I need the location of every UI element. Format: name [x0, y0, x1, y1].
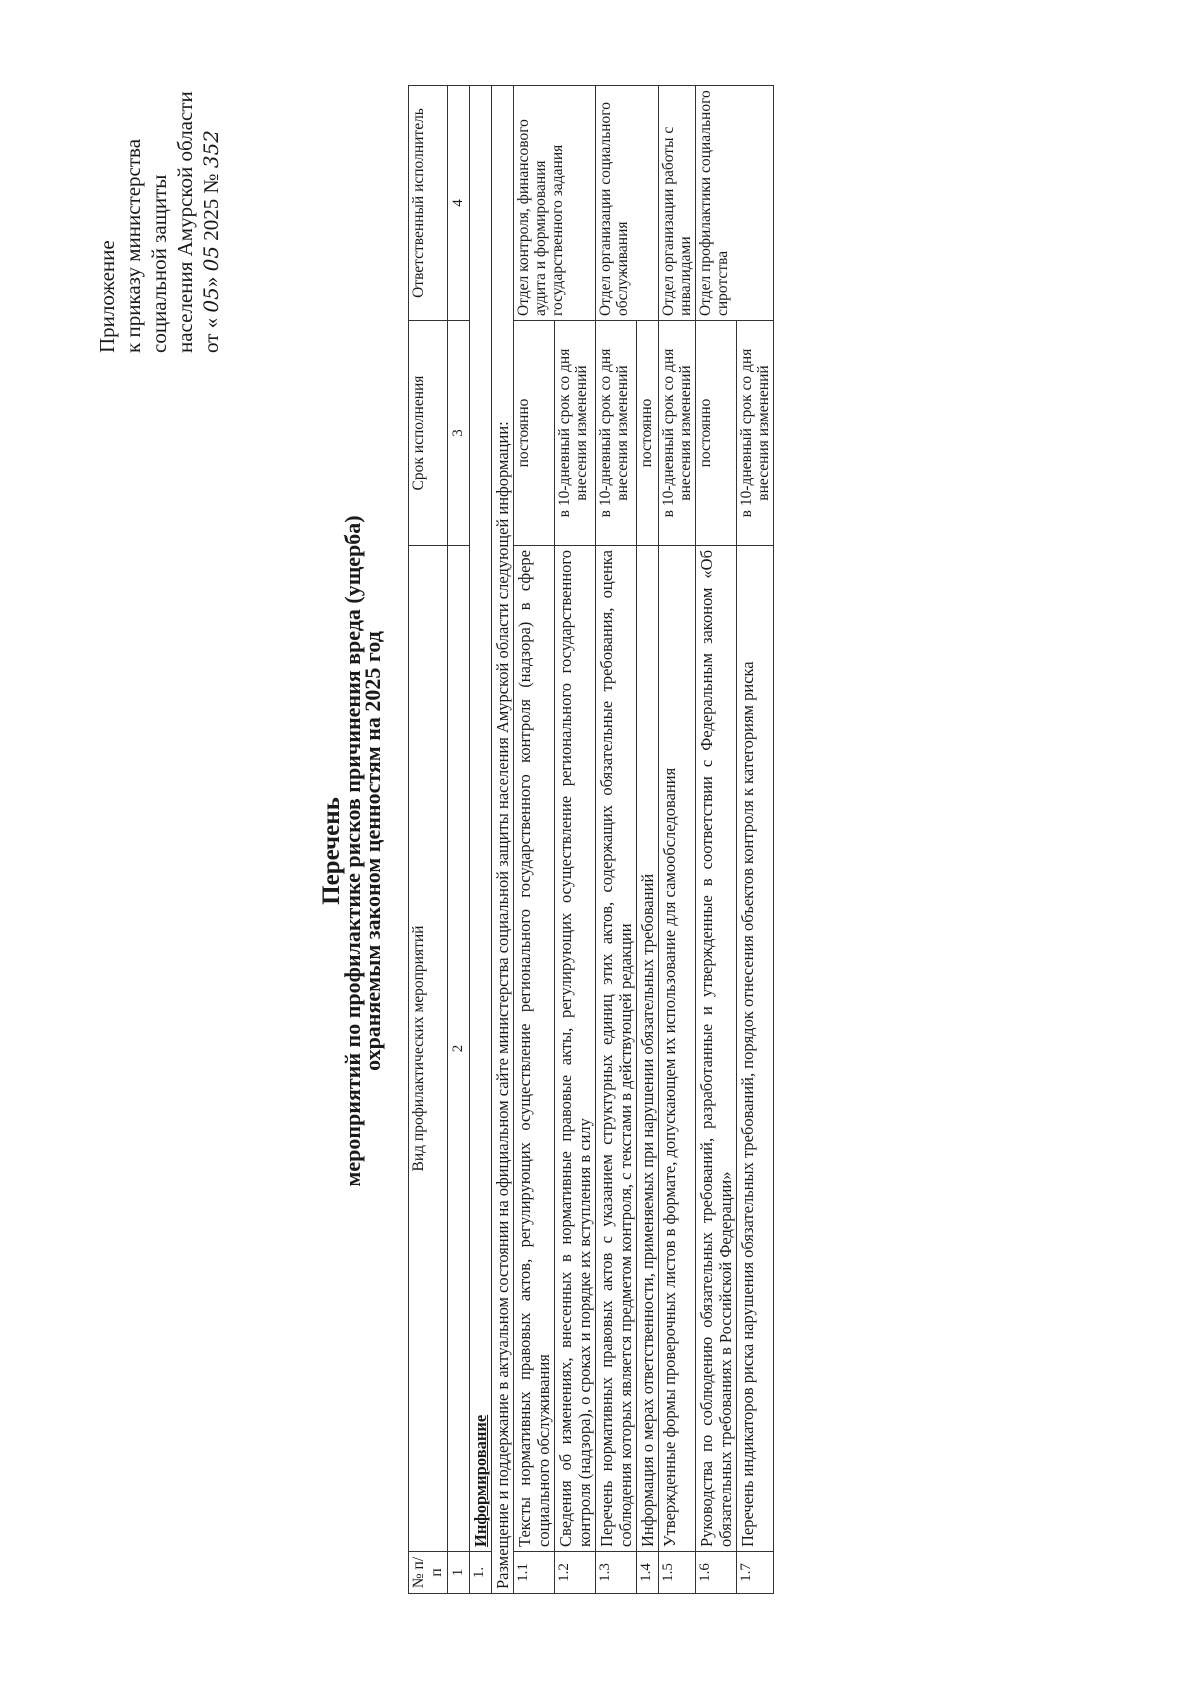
order-number: 352 — [199, 129, 223, 169]
row-responsible: Отдел контроля, финансового аудита и формирования государственного задания — [514, 86, 596, 321]
row-number: 1.5 — [659, 1552, 696, 1594]
row-number: 1.6 — [696, 1552, 737, 1594]
row-measure: Перечень индикаторов риска нарушения обязательных требований, порядок отнесения объектов контроля к категориям риска — [737, 546, 774, 1552]
column-header: № п/п — [409, 1552, 448, 1594]
document-subtitle-2: охраняемым законом ценностям на 2025 год — [360, 631, 385, 1071]
section-title: Информирование — [471, 1414, 490, 1547]
section-row — [470, 86, 492, 1594]
row-number: 1.1 — [514, 1552, 555, 1594]
table-row — [514, 86, 555, 1594]
row-responsible: Отдел профилактики социального сиротства — [696, 86, 774, 321]
row-measure: Сведения об изменениях, внесенных в нормативные правовые акты, регулирующих осуществление регионального государственного контроля (надзора), о сроках и порядке их вступления в силу — [555, 546, 596, 1552]
table-header-row — [409, 86, 448, 1594]
row-measure: Информация о мерах ответственности, применяемых при нарушении обязательных требований — [637, 546, 659, 1552]
column-header: Ответственный исполнитель — [409, 86, 448, 321]
column-header: Вид профилактических мероприятий — [409, 546, 448, 1552]
column-index-row — [448, 86, 470, 1594]
appendix-line: к приказу министерства — [121, 138, 145, 353]
row-number: 1.7 — [737, 1552, 774, 1594]
column-index: 1 — [448, 1552, 470, 1594]
row-responsible: Отдел организации социального обслуживания — [596, 86, 659, 321]
order-day: 05 — [199, 287, 223, 313]
section-intro-row — [492, 86, 514, 1594]
column-index: 2 — [448, 546, 470, 1552]
appendix-block — [94, 53, 224, 353]
order-year: 2025 № — [199, 173, 223, 241]
order-date-line: от « 05» 05 2025 № 352 — [199, 129, 223, 353]
column-index: 3 — [448, 321, 470, 546]
section-title-cell — [470, 86, 492, 1552]
order-month: 05 — [199, 245, 223, 272]
row-number: 1.3 — [596, 1552, 637, 1594]
table-row — [659, 86, 696, 1594]
row-term: в 10-дневный срок со дня внесения изменений — [659, 321, 696, 546]
row-number: 1.4 — [637, 1552, 659, 1594]
appendix-line: Приложение — [95, 240, 119, 353]
document-subtitle: мероприятий по профилактике рисков причинения вреда (ущерба) — [340, 515, 365, 1187]
appendix-line: социальной защиты — [147, 174, 171, 353]
row-term: в 10-дневный срок со дня внесения изменений — [737, 321, 774, 546]
column-index: 4 — [448, 86, 470, 321]
table-row — [696, 86, 737, 1594]
row-measure: Перечень нормативных правовых актов с указанием структурных единиц этих актов, содержащих обязательные требования, оценка соблюдения которых является предметом контроля, с текстами в действующей редакции — [596, 546, 637, 1552]
row-term: постоянно — [514, 321, 555, 546]
measures-table — [408, 85, 774, 1594]
section-number: 1. — [470, 1552, 492, 1594]
row-measure: Утвержденные формы проверочных листов в формате, допускающем их использование для самообследования — [659, 546, 696, 1552]
row-term: постоянно — [696, 321, 737, 546]
row-responsible: Отдел организации работы с инвалидами — [659, 86, 696, 321]
table-row — [596, 86, 637, 1594]
date-prefix: от « — [199, 317, 223, 353]
row-term: в 10-дневный срок со дня внесения изменений — [596, 321, 637, 546]
row-measure: Тексты нормативных правовых актов, регулирующих осуществление регионального государственного контроля (надзора) в сфере социального обслуживания — [514, 546, 555, 1552]
document-title: Перечень — [318, 797, 345, 905]
appendix-line: населения Амурской области — [173, 91, 197, 353]
row-term: в 10-дневный срок со дня внесения изменений — [555, 321, 596, 546]
section-intro: Размещение и поддержание в актуальном состоянии на официальном сайте министерства социальной защиты населения Амурской области следующей информации: — [492, 86, 514, 1594]
row-term: постоянно — [637, 321, 659, 546]
row-measure: Руководства по соблюдению обязательных требований, разработанные и утвержденные в соответствии с Федеральным законом «Об обязательных требованиях в Российской Федерации» — [696, 546, 737, 1552]
row-number: 1.2 — [555, 1552, 596, 1594]
column-header: Срок исполнения — [409, 321, 448, 546]
